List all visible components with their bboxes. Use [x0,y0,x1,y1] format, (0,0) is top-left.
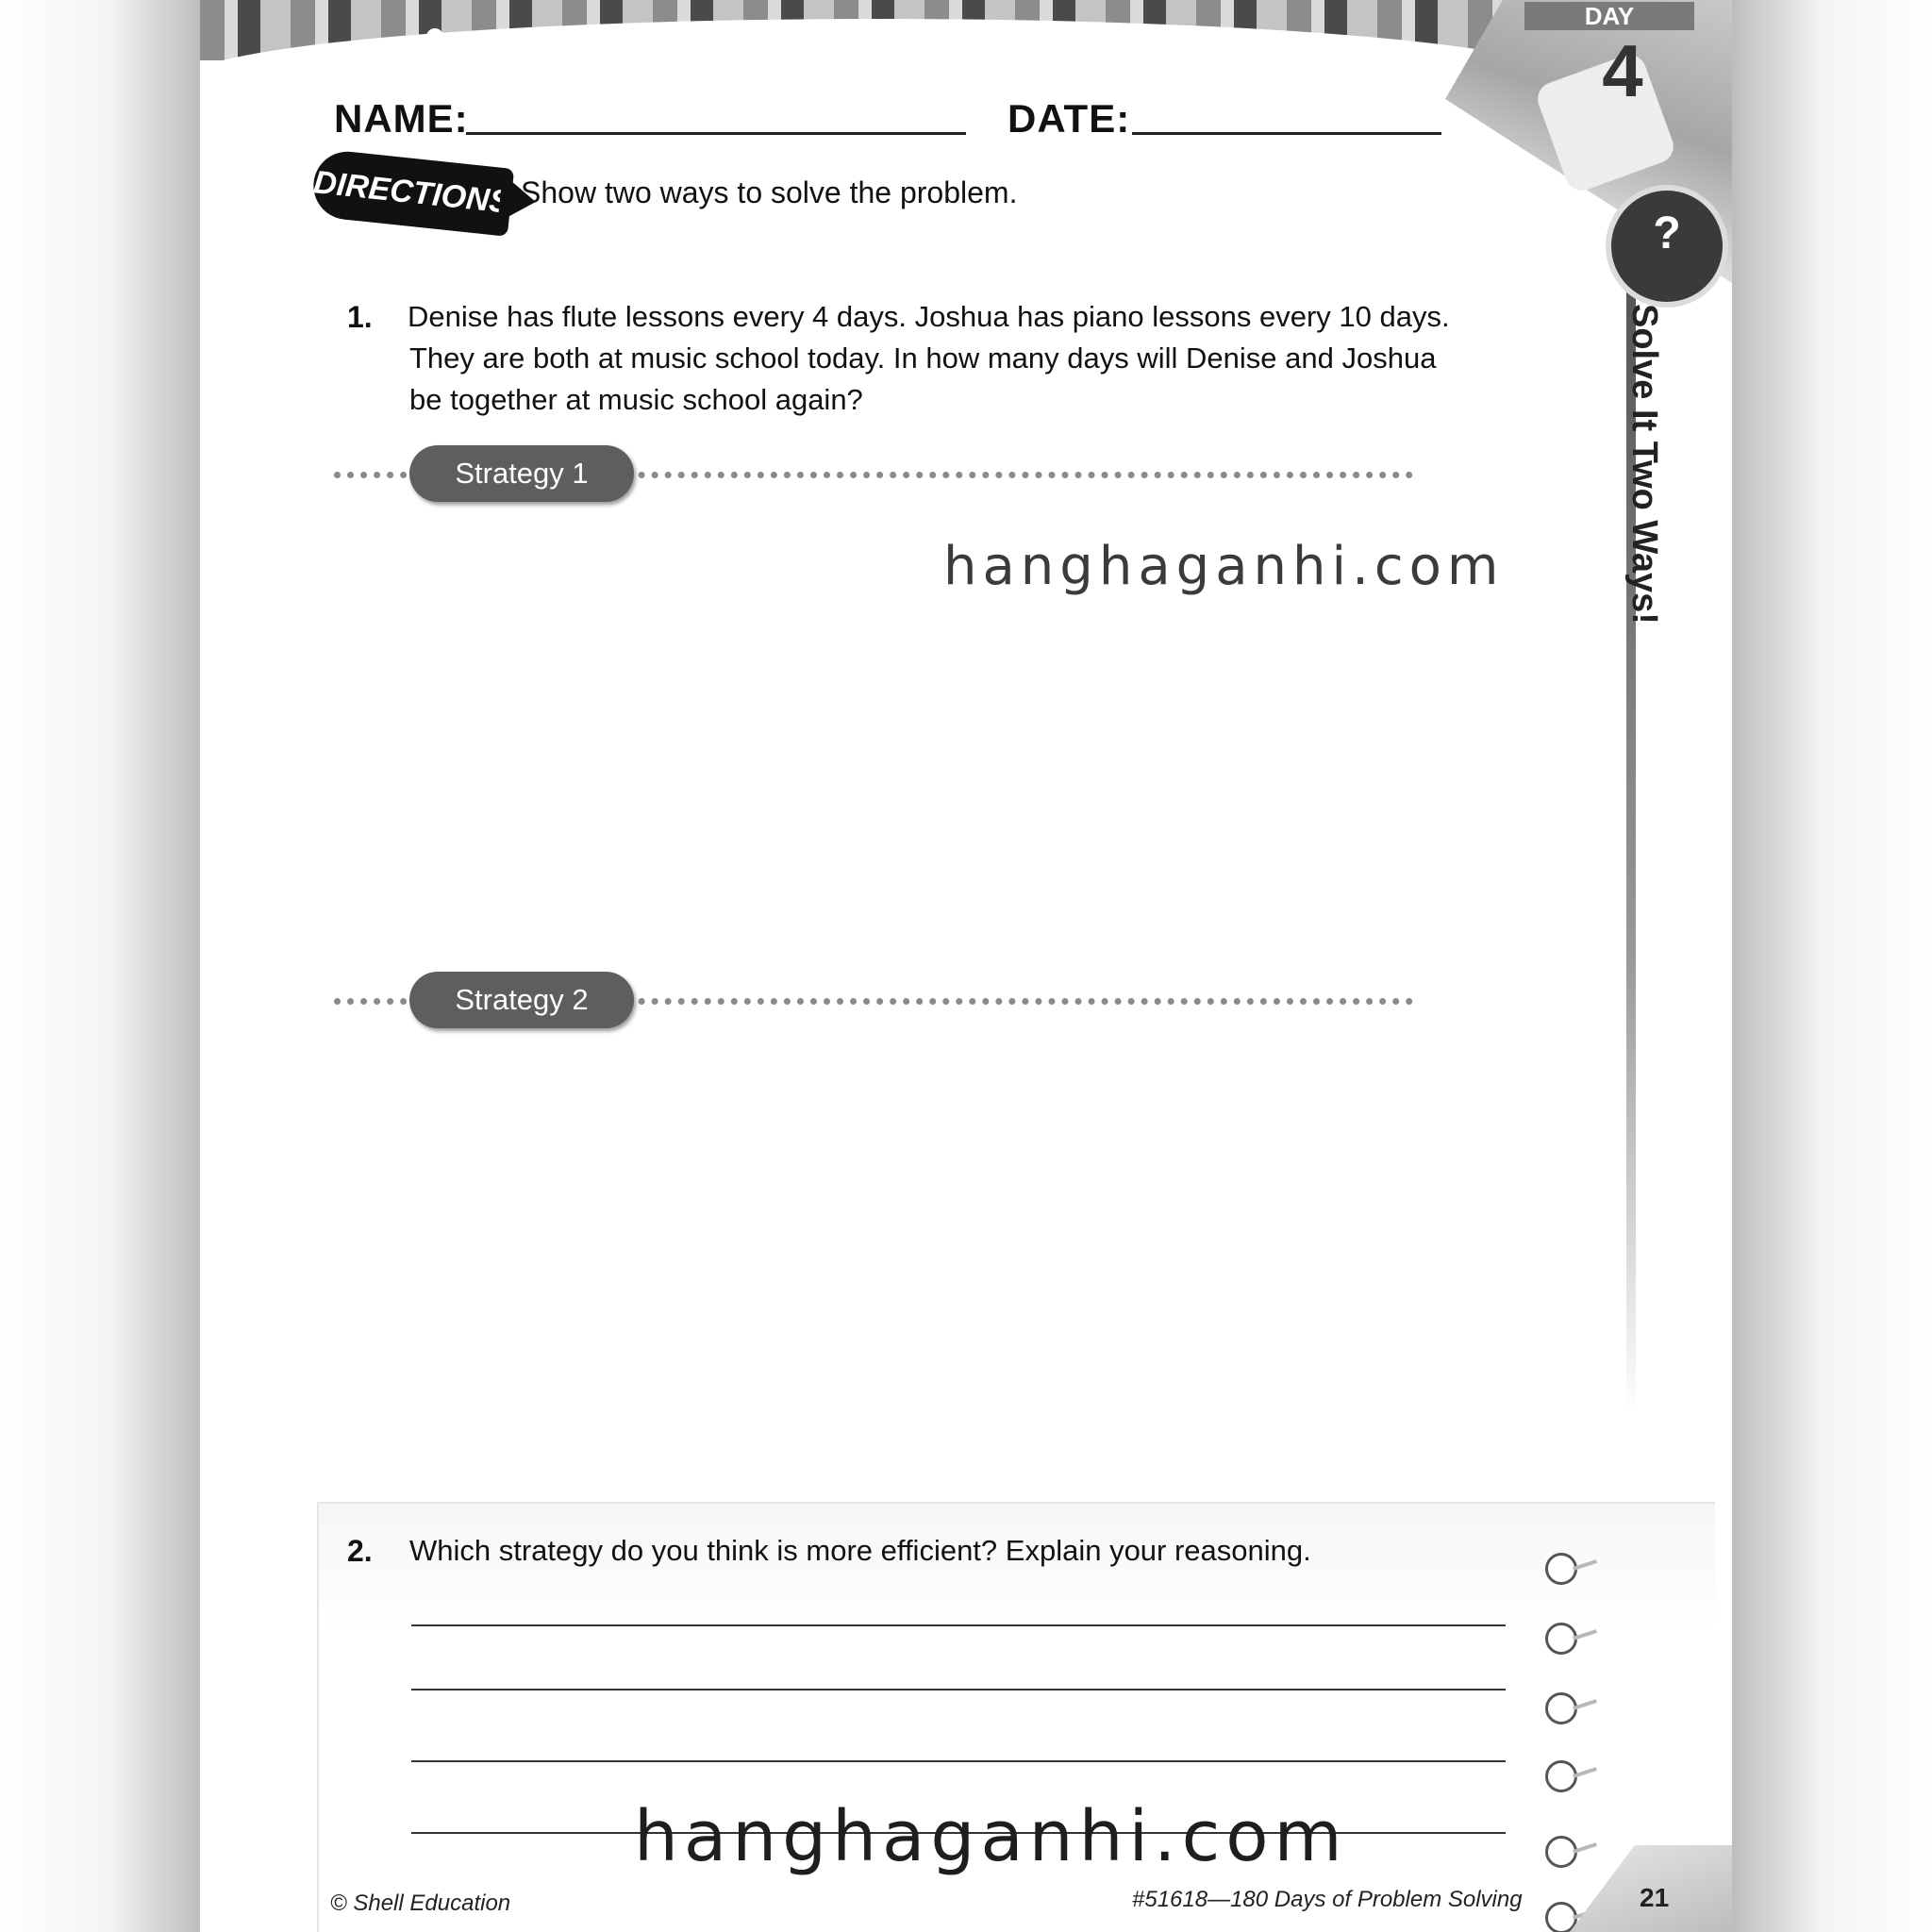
pushpin-icon [1545,1902,1577,1932]
pushpin-icon [1545,1692,1577,1724]
day-label: DAY [1524,2,1694,30]
answer-line[interactable] [411,1624,1506,1626]
pushpin-icon [1545,1623,1577,1655]
question-2-text: Which strategy do you think is more efficient? Explain your reasoning. [409,1534,1311,1567]
answer-line[interactable] [411,1760,1506,1762]
question-2-number: 2. [347,1534,373,1568]
pushpin-icon [1545,1760,1577,1792]
date-label: DATE: [1008,96,1131,141]
question-1-line-3: be together at music school again? [409,383,863,416]
watermark-1: hanghaganhi.com [943,536,1505,597]
question-mark-icon: ? [1653,208,1681,258]
question-1-line-1: Denise has flute lessons every 4 days. Joshua has piano lessons every 10 days. [408,300,1450,333]
worksheet-page [200,0,1732,1932]
answer-line[interactable] [411,1689,1506,1690]
sidebar-title: Solve It Two Ways! [1624,304,1664,625]
directions-badge: DIRECTIONS: [310,148,514,237]
question-1-number: 1. [347,300,373,334]
date-field[interactable] [1132,132,1441,135]
strategy-2-label: Strategy 2 [409,972,634,1028]
strategy-2-work-area[interactable] [334,1038,1560,1491]
strategy-1-label: Strategy 1 [409,445,634,502]
page-number: 21 [1640,1883,1670,1912]
top-decoration-dots [200,28,1521,47]
day-number: 4 [1602,29,1643,112]
question-1-line-2: They are both at music school today. In how many days will Denise and Joshua [409,341,1437,375]
footer-book-title: #51618—180 Days of Problem Solving [1132,1887,1523,1912]
name-field[interactable] [466,132,966,135]
pushpin-icon [1545,1836,1577,1868]
watermark-2: hanghaganhi.com [634,1796,1348,1877]
pushpin-icon [1545,1553,1577,1585]
directions-text: Show two ways to solve the problem. [521,175,1018,209]
page-shadow-right [1732,0,1932,1932]
footer-copyright: © Shell Education [330,1890,511,1916]
page-shadow-left [0,0,200,1932]
name-label: NAME: [334,96,469,141]
